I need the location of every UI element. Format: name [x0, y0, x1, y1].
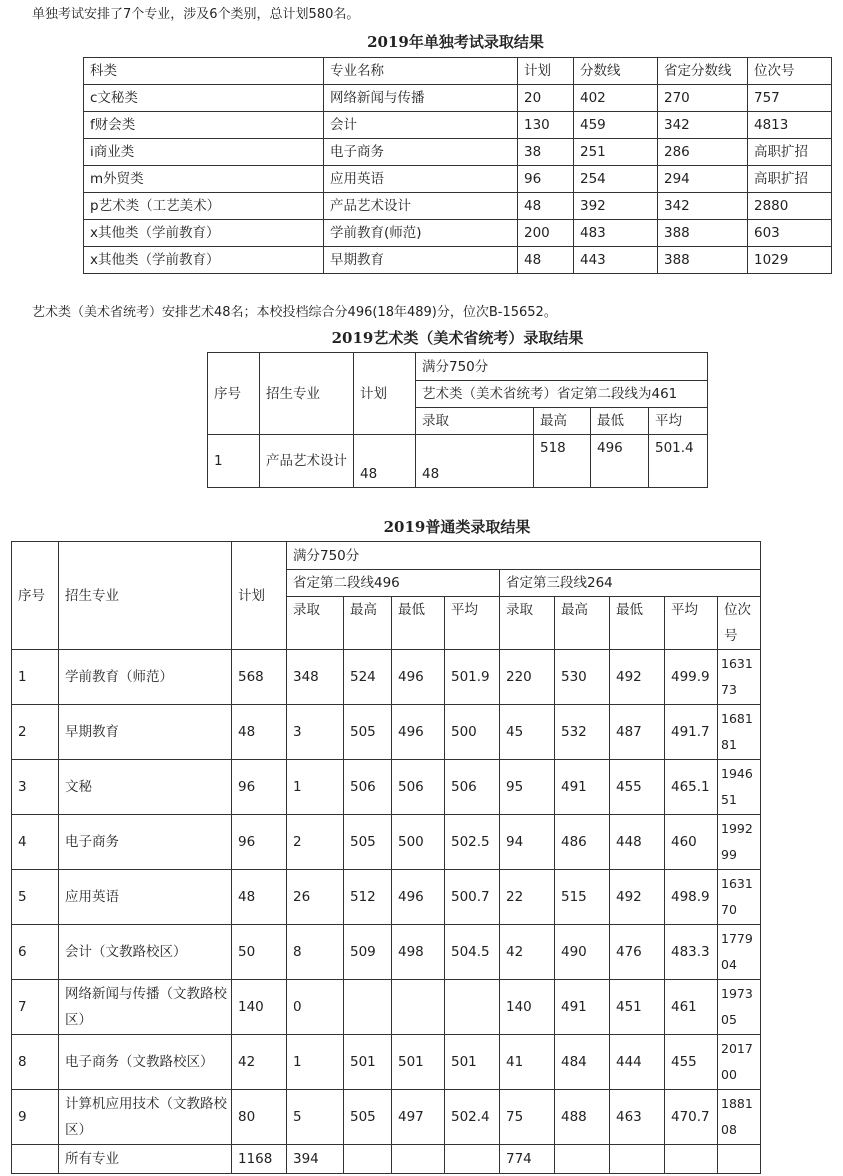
table-cell: 498.9 [665, 870, 718, 925]
header-admit: 录取 [416, 408, 534, 435]
table-cell [445, 980, 500, 1035]
table-cell: 491.7 [665, 705, 718, 760]
table-cell: 496 [392, 650, 445, 705]
table-cell: 488 [555, 1090, 610, 1145]
header-rank-3: 位次号 [718, 597, 761, 650]
table-row [84, 247, 832, 274]
table-cell: 501 [344, 1035, 392, 1090]
table-cell: p艺术类（工艺美术） [84, 193, 324, 220]
table-cell: 38 [518, 139, 574, 166]
table-cell: 会计 [324, 112, 518, 139]
table-cell: 学前教育（师范） [59, 650, 232, 705]
table-cell: 505 [344, 705, 392, 760]
table-cell: 177904 [718, 925, 761, 980]
header-admit-2: 录取 [287, 597, 344, 650]
single-exam-table [83, 57, 832, 274]
table1-title: 2019年单独考试录取结果 [367, 33, 544, 51]
table-cell: 5 [12, 870, 59, 925]
table-row [84, 193, 832, 220]
table-cell: 197305 [718, 980, 761, 1035]
table-cell: 网络新闻与传播 [324, 85, 518, 112]
table-cell [392, 980, 445, 1035]
table-cell: 492 [610, 870, 665, 925]
table-cell: 高职扩招 [748, 166, 832, 193]
table-cell: 48 [518, 193, 574, 220]
table-cell: 486 [555, 815, 610, 870]
cell-empty [392, 1145, 445, 1174]
table-cell: 490 [555, 925, 610, 980]
table-row [84, 85, 832, 112]
cell-major: 产品艺术设计 [260, 435, 354, 488]
table-row [12, 1090, 761, 1145]
table-cell: 201700 [718, 1035, 761, 1090]
table-cell: 506 [392, 760, 445, 815]
intro-single-exam: 单独考试安排了7个专业，涉及6个类别，总计划580名。 [32, 7, 360, 22]
table-cell: 1 [287, 760, 344, 815]
header-min-2: 最低 [392, 597, 445, 650]
table-cell: 80 [232, 1090, 287, 1145]
table-cell: 491 [555, 760, 610, 815]
table-cell: 500 [392, 815, 445, 870]
table-cell: i商业类 [84, 139, 324, 166]
header-full-score: 满分750分 [287, 542, 761, 570]
table-cell: 会计（文教路校区） [59, 925, 232, 980]
general-exam-table [11, 541, 761, 1174]
cell-empty [555, 1145, 610, 1174]
table-cell: 568 [232, 650, 287, 705]
table-cell: 8 [12, 1035, 59, 1090]
header-avg-2: 平均 [445, 597, 500, 650]
table-cell: 网络新闻与传播（文教路校区） [59, 980, 232, 1035]
table-cell: 7 [12, 980, 59, 1035]
table-cell: 483.3 [665, 925, 718, 980]
table-cell: 392 [574, 193, 658, 220]
table-cell: 388 [658, 247, 748, 274]
table-cell: 42 [500, 925, 555, 980]
header-plan: 计划 [232, 542, 287, 650]
table-cell: 342 [658, 112, 748, 139]
table-cell: 603 [748, 220, 832, 247]
table-cell: 502.5 [445, 815, 500, 870]
table-cell: 402 [574, 85, 658, 112]
table-cell: 26 [287, 870, 344, 925]
table-cell: 6 [12, 925, 59, 980]
cell-max: 518 [534, 435, 591, 488]
table-cell: 461 [665, 980, 718, 1035]
table-cell: 42 [232, 1035, 287, 1090]
table-cell: 3 [287, 705, 344, 760]
table-cell: x其他类（学前教育） [84, 220, 324, 247]
header-line-3: 省定第三段线264 [500, 570, 761, 597]
header-max-2: 最高 [344, 597, 392, 650]
table-cell: 342 [658, 193, 748, 220]
table-cell: 2880 [748, 193, 832, 220]
table-cell: 492 [610, 650, 665, 705]
table-row [208, 435, 708, 488]
table-cell: 524 [344, 650, 392, 705]
table-cell: 2 [12, 705, 59, 760]
column-header: 专业名称 [324, 58, 518, 85]
column-header: 分数线 [574, 58, 658, 85]
table-cell: 计算机应用技术（文教路校区） [59, 1090, 232, 1145]
table-cell: 491 [555, 980, 610, 1035]
table-cell: 163170 [718, 870, 761, 925]
table-cell: 496 [392, 705, 445, 760]
header-major: 招生专业 [59, 542, 232, 650]
table-cell: 95 [500, 760, 555, 815]
total-plan: 1168 [232, 1145, 287, 1174]
table-row [12, 705, 761, 760]
table-cell: 早期教育 [324, 247, 518, 274]
table-cell: 94 [500, 815, 555, 870]
table-cell: 504.5 [445, 925, 500, 980]
table-cell: 388 [658, 220, 748, 247]
table-cell: 48 [232, 870, 287, 925]
table-cell: 501 [445, 1035, 500, 1090]
table-row [12, 760, 761, 815]
table-cell: 140 [232, 980, 287, 1035]
table-row [12, 650, 761, 705]
table-cell: 电子商务 [324, 139, 518, 166]
table-row [84, 112, 832, 139]
table-cell: 294 [658, 166, 748, 193]
table-row [12, 980, 761, 1035]
table-cell: 506 [445, 760, 500, 815]
table-row [12, 1035, 761, 1090]
table-cell: 50 [232, 925, 287, 980]
table-cell: 498 [392, 925, 445, 980]
table-cell: 502.4 [445, 1090, 500, 1145]
table-cell: 500.7 [445, 870, 500, 925]
cell-empty [445, 1145, 500, 1174]
header-major: 招生专业 [260, 353, 354, 435]
table-cell: 应用英语 [59, 870, 232, 925]
header-seq: 序号 [208, 353, 260, 435]
total-admit-3: 774 [500, 1145, 555, 1174]
header-avg: 平均 [649, 408, 708, 435]
table-cell: 3 [12, 760, 59, 815]
table-cell: 163173 [718, 650, 761, 705]
table-cell: 96 [232, 760, 287, 815]
table-cell: 4813 [748, 112, 832, 139]
table-cell: 501 [392, 1035, 445, 1090]
cell-empty [344, 1145, 392, 1174]
table-cell: m外贸类 [84, 166, 324, 193]
table-cell: 文秘 [59, 760, 232, 815]
table-cell: 220 [500, 650, 555, 705]
table-header-row [84, 58, 832, 85]
table-cell: 451 [610, 980, 665, 1035]
table-cell: 251 [574, 139, 658, 166]
table-cell: 1 [12, 650, 59, 705]
table-row [84, 139, 832, 166]
table-cell: 505 [344, 1090, 392, 1145]
column-header: 科类 [84, 58, 324, 85]
table3-title: 2019普通类录取结果 [383, 518, 531, 536]
table-cell: 512 [344, 870, 392, 925]
cell-empty [610, 1145, 665, 1174]
cell-min: 496 [591, 435, 649, 488]
table-cell: 270 [658, 85, 748, 112]
table-cell: 学前教育(师范) [324, 220, 518, 247]
table-cell: 96 [232, 815, 287, 870]
header-line-2: 省定第二段线496 [287, 570, 500, 597]
table-cell: 4 [12, 815, 59, 870]
cell-avg: 501.4 [649, 435, 708, 488]
table-cell: 444 [610, 1035, 665, 1090]
table-cell: 455 [610, 760, 665, 815]
header-max: 最高 [534, 408, 591, 435]
cell-admit: 48 [416, 435, 534, 488]
table-cell: 194651 [718, 760, 761, 815]
table-cell: 96 [518, 166, 574, 193]
column-header: 计划 [518, 58, 574, 85]
table-cell: 484 [555, 1035, 610, 1090]
table-cell: 5 [287, 1090, 344, 1145]
table-cell: 41 [500, 1035, 555, 1090]
table-cell: 1 [287, 1035, 344, 1090]
table-cell: 506 [344, 760, 392, 815]
table-cell: 电子商务 [59, 815, 232, 870]
table-cell: 448 [610, 815, 665, 870]
table-cell: 443 [574, 247, 658, 274]
table-cell: 515 [555, 870, 610, 925]
header-avg-3: 平均 [665, 597, 718, 650]
table-cell: 505 [344, 815, 392, 870]
table-row [12, 925, 761, 980]
table-cell: 487 [610, 705, 665, 760]
table-cell: 168181 [718, 705, 761, 760]
header-seq: 序号 [12, 542, 59, 650]
total-label: 所有专业 [59, 1145, 232, 1174]
table-row [12, 870, 761, 925]
table-cell: 496 [392, 870, 445, 925]
cell-empty [665, 1145, 718, 1174]
table-cell: 509 [344, 925, 392, 980]
table-row [84, 220, 832, 247]
table-cell: 483 [574, 220, 658, 247]
table-cell: 早期教育 [59, 705, 232, 760]
table-cell: 459 [574, 112, 658, 139]
table-cell: 9 [12, 1090, 59, 1145]
table-cell: 476 [610, 925, 665, 980]
header-admit-3: 录取 [500, 597, 555, 650]
table-cell: 455 [665, 1035, 718, 1090]
table-row [84, 166, 832, 193]
table-cell: 188108 [718, 1090, 761, 1145]
table-cell: c文秘类 [84, 85, 324, 112]
header-full-score: 满分750分 [416, 353, 708, 381]
total-row [12, 1145, 761, 1174]
header-max-3: 最高 [555, 597, 610, 650]
cell-plan: 48 [354, 435, 416, 488]
table-cell: 45 [500, 705, 555, 760]
column-header: 省定分数线 [658, 58, 748, 85]
table-cell: 757 [748, 85, 832, 112]
table-cell: 286 [658, 139, 748, 166]
table-cell: 470.7 [665, 1090, 718, 1145]
table-cell: 8 [287, 925, 344, 980]
table-cell: 75 [500, 1090, 555, 1145]
header-art-line: 艺术类（美术省统考）省定第二段线为461 [416, 381, 708, 408]
table-cell: 501.9 [445, 650, 500, 705]
art-exam-table [207, 352, 708, 488]
table-cell: 465.1 [665, 760, 718, 815]
table-cell: 2 [287, 815, 344, 870]
table-cell: 0 [287, 980, 344, 1035]
table-cell: 高职扩招 [748, 139, 832, 166]
column-header: 位次号 [748, 58, 832, 85]
table-cell: 532 [555, 705, 610, 760]
table-cell: 130 [518, 112, 574, 139]
header-min-3: 最低 [610, 597, 665, 650]
table-cell: x其他类（学前教育） [84, 247, 324, 274]
table-cell: 产品艺术设计 [324, 193, 518, 220]
table-cell: 20 [518, 85, 574, 112]
table-cell: 530 [555, 650, 610, 705]
total-admit-2: 394 [287, 1145, 344, 1174]
table-cell: 199299 [718, 815, 761, 870]
table-cell: 460 [665, 815, 718, 870]
table-cell: 254 [574, 166, 658, 193]
table-cell: 电子商务（文教路校区） [59, 1035, 232, 1090]
table-cell [344, 980, 392, 1035]
table-cell: 48 [518, 247, 574, 274]
table-cell: 140 [500, 980, 555, 1035]
table-cell: 500 [445, 705, 500, 760]
table-cell: f财会类 [84, 112, 324, 139]
cell-empty [718, 1145, 761, 1174]
intro-art-exam: 艺术类（美术省统考）安排艺术48名；本校投档综合分496(18年489)分，位次B-15652。 [32, 305, 557, 320]
cell-seq: 1 [208, 435, 260, 488]
table-cell: 22 [500, 870, 555, 925]
header-min: 最低 [591, 408, 649, 435]
table-cell: 200 [518, 220, 574, 247]
cell-empty [12, 1145, 59, 1174]
table-cell: 1029 [748, 247, 832, 274]
header-plan: 计划 [354, 353, 416, 435]
table-cell: 499.9 [665, 650, 718, 705]
table-row [12, 815, 761, 870]
table-cell: 348 [287, 650, 344, 705]
table2-title: 2019艺术类（美术省统考）录取结果 [331, 329, 584, 347]
table-cell: 463 [610, 1090, 665, 1145]
table-cell: 497 [392, 1090, 445, 1145]
table-cell: 48 [232, 705, 287, 760]
table-cell: 应用英语 [324, 166, 518, 193]
